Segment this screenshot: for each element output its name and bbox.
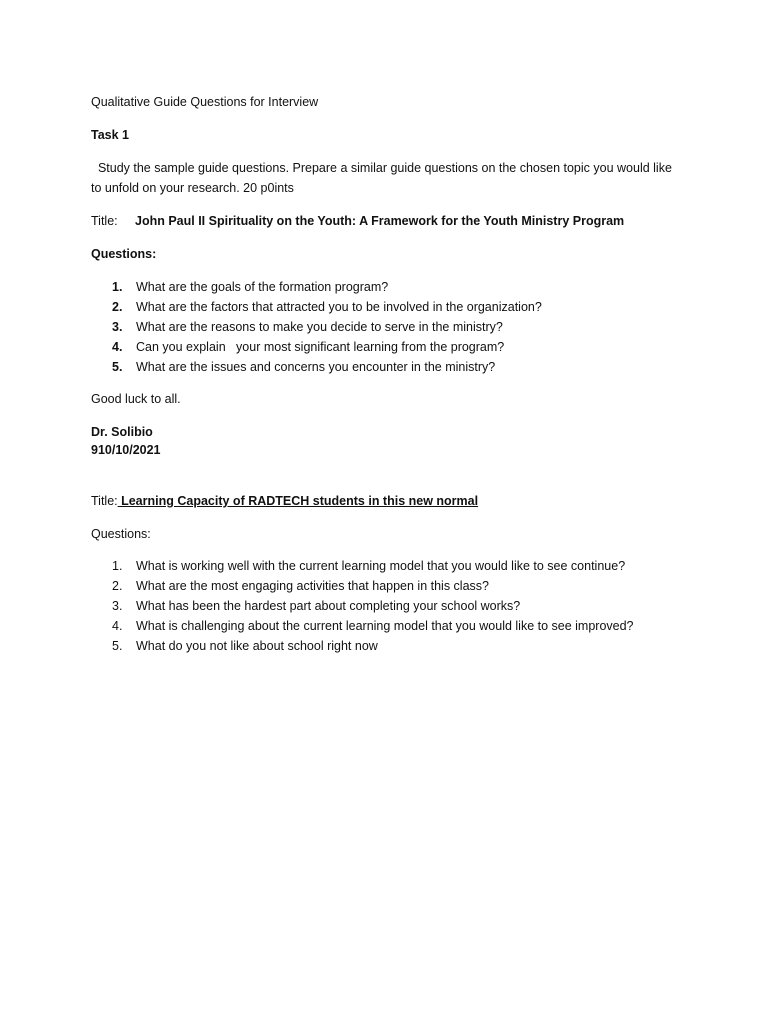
list-item-text: What is working well with the current learning model that you would like to see continue? [136,559,626,573]
list-item-text: What has been the hardest part about completing your school works? [136,599,521,613]
instructions-line-2: to unfold on your research. 20 p0ints [91,181,294,195]
answer-title-text: Learning Capacity of RADTECH students in this new normal [117,494,479,508]
list-item-text: What are the issues and concerns you encounter in the ministry? [136,360,496,374]
list-item-number: 4. [112,340,123,354]
list-item-number: 2. [112,300,123,314]
sample-questions-label: Questions: [91,247,157,261]
sample-title [91,213,624,229]
list-item-number: 2. [112,579,123,593]
list-item-text: What are the reasons to make you decide to serve in the ministry? [136,320,503,334]
list-item-number: 5. [112,639,123,653]
sample-title-text: John Paul II Spirituality on the Youth: A Framework for the Youth Ministry Program [135,214,625,228]
list-item-number: 3. [112,320,123,334]
list-item-text: What do you not like about school right now [136,639,378,653]
list-item-text: What are the most engaging activities that happen in this class? [136,579,489,593]
list-item-text: What are the factors that attracted you to be involved in the organization? [136,300,542,314]
answer-title-label: Title: [91,494,118,508]
list-item-number: 1. [112,280,123,294]
list-item-number: 3. [112,599,123,613]
task-label: Task 1 [91,128,129,142]
closing-text: Good luck to all. [91,392,181,406]
document-heading: Qualitative Guide Questions for Interview [91,95,319,109]
sample-title-label: Title: [91,214,118,228]
list-item-number: 4. [112,619,123,633]
document-date: 910/10/2021 [91,443,161,457]
answer-questions-label: Questions: [91,527,151,541]
list-item-number: 1. [112,559,123,573]
list-item-text: What is challenging about the current learning model that you would like to see improved? [136,619,634,633]
answer-title [91,493,478,509]
list-item-text: Can you explain your most significant learning from the program? [136,340,505,354]
list-item-text: What are the goals of the formation program? [136,280,389,294]
author-name: Dr. Solibio [91,425,153,439]
list-item-number: 5. [112,360,123,374]
instructions-line-1: Study the sample guide questions. Prepare a similar guide questions on the chosen topic you would like [91,161,672,175]
